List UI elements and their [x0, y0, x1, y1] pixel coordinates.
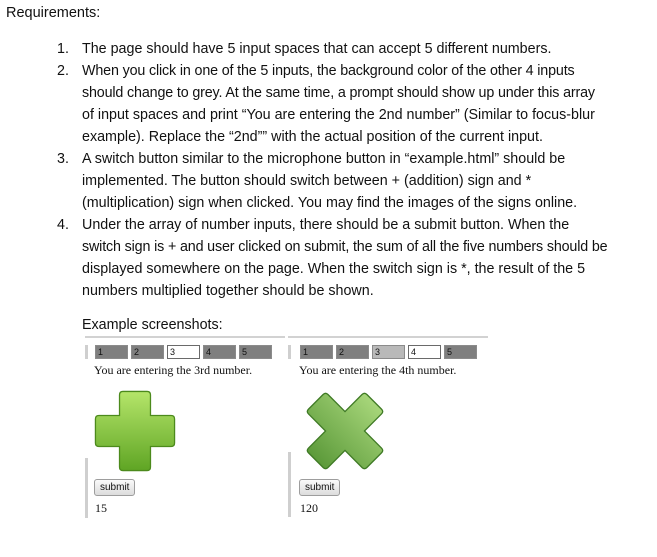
divider [85, 345, 88, 359]
example-label: Example screenshots: [82, 317, 223, 333]
requirement-number: 3. [57, 151, 69, 167]
requirement-line: When you click in one of the 5 inputs, the background color of the other 4 inputs [82, 63, 575, 79]
submit-button[interactable]: submit [299, 479, 340, 496]
requirement-line: should change to grey. At the same time, a prompt should show up under this array [82, 85, 595, 101]
plus-icon[interactable] [92, 388, 178, 474]
number-input-4[interactable]: 4 [408, 345, 441, 359]
divider [288, 336, 488, 338]
result-value: 120 [300, 501, 318, 515]
requirements-heading: Requirements: [6, 5, 101, 21]
requirement-line: (multiplication) sign when clicked. You may find the images of the signs online. [82, 195, 578, 211]
position-prompt: You are entering the 3rd number. [94, 363, 253, 377]
number-input-5[interactable]: 5 [444, 345, 477, 359]
requirement-number: 2. [57, 63, 69, 79]
requirement-3 [40, 148, 650, 214]
requirement-number: 4. [57, 217, 69, 233]
requirement-line: Under the array of number inputs, there should be a submit button. When the [82, 217, 570, 233]
divider [288, 452, 291, 517]
divider [85, 458, 88, 518]
requirement-line: example). Replace the “2nd”” with the actual position of the current input. [82, 129, 543, 145]
number-input-2[interactable]: 2 [131, 345, 164, 359]
number-input-3[interactable]: 3 [372, 345, 405, 359]
requirement-line: displayed somewhere on the page. When the switch sign is *, the result of the 5 [82, 261, 586, 277]
times-icon[interactable] [302, 388, 388, 474]
requirements-list [40, 38, 650, 302]
submit-button[interactable]: submit [94, 479, 135, 496]
requirement-line: switch sign is + and user clicked on submit, the sum of all the five numbers should be [82, 239, 608, 255]
number-inputs [95, 345, 272, 359]
requirement-number: 1. [57, 41, 69, 57]
number-inputs [300, 345, 477, 359]
requirement-line: of input spaces and print “You are entering the 2nd number” (Similar to focus-blur [82, 107, 595, 123]
requirement-line: numbers multiplied together should be shown. [82, 283, 374, 299]
divider [288, 345, 291, 359]
requirement-4 [40, 214, 650, 302]
position-prompt: You are entering the 4th number. [299, 363, 457, 377]
requirement-line: A switch button similar to the microphone button in “example.html” should be [82, 151, 566, 167]
number-input-4[interactable]: 4 [203, 345, 236, 359]
example-screenshot-1 [85, 336, 285, 521]
requirement-2 [40, 60, 650, 148]
number-input-5[interactable]: 5 [239, 345, 272, 359]
example-screenshot-2 [288, 336, 488, 521]
result-value: 15 [95, 501, 107, 515]
number-input-1[interactable]: 1 [300, 345, 333, 359]
requirement-text: The page should have 5 input spaces that can accept 5 different numbers. [82, 41, 552, 57]
requirement-1 [40, 38, 650, 60]
divider [85, 336, 285, 338]
number-input-2[interactable]: 2 [336, 345, 369, 359]
number-input-1[interactable]: 1 [95, 345, 128, 359]
number-input-3[interactable]: 3 [167, 345, 200, 359]
requirement-line: implemented. The button should switch between + (addition) sign and * [82, 173, 532, 189]
